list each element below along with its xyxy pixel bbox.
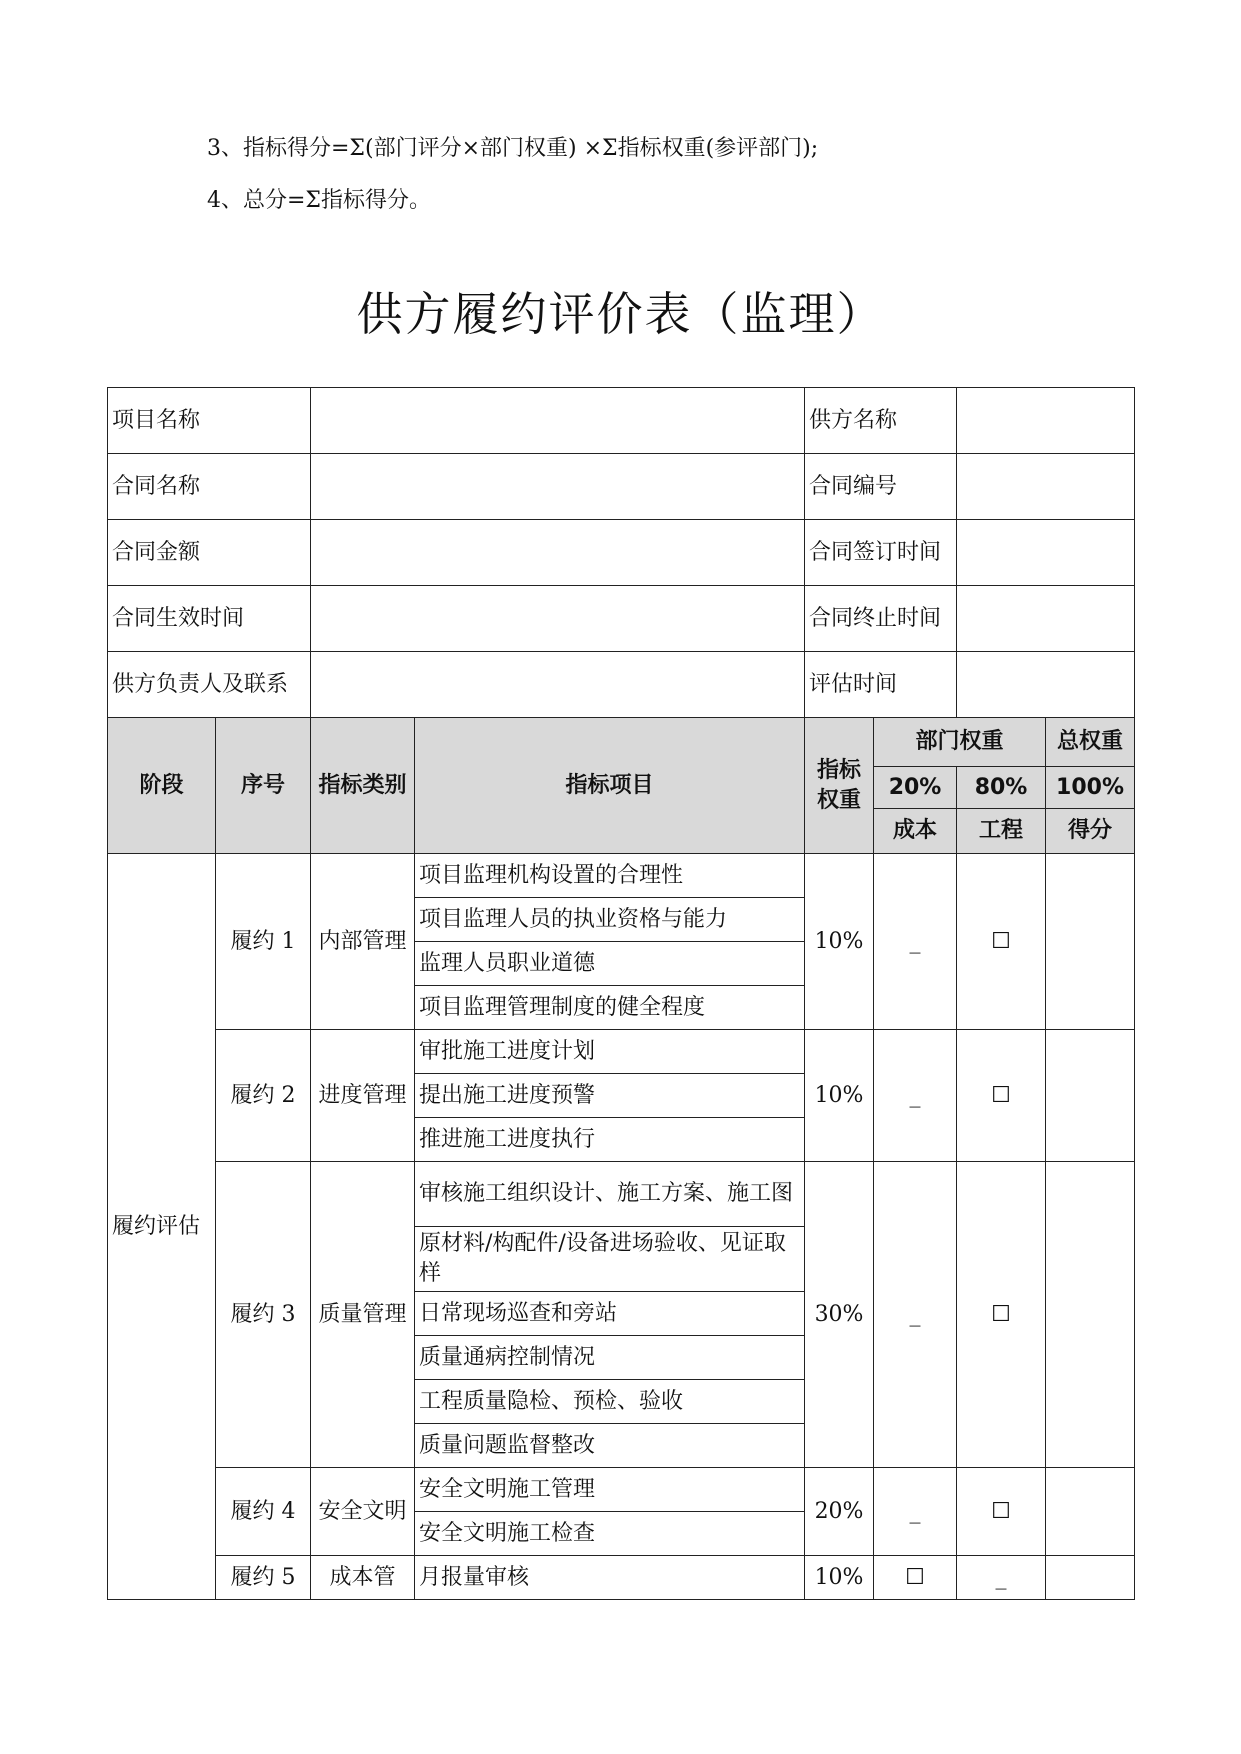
cost-mark: _ — [874, 1030, 957, 1162]
group-weight: 10% — [805, 1556, 874, 1600]
info-value-project-name[interactable] — [311, 388, 805, 454]
header-row-1 — [108, 718, 1135, 767]
eng-checkbox[interactable]: ☐ — [957, 854, 1046, 1030]
score-cell[interactable] — [1046, 854, 1135, 1030]
header-pct-total: 100% — [1046, 767, 1135, 809]
indicator-item: 原材料/构配件/设备进场验收、见证取样 — [415, 1227, 805, 1292]
info-value-effective-date[interactable] — [311, 586, 805, 652]
score-cell[interactable] — [1046, 1468, 1135, 1556]
header-score: 得分 — [1046, 809, 1135, 854]
indicator-item: 质量通病控制情况 — [415, 1336, 805, 1380]
info-value-contract-name[interactable] — [311, 454, 805, 520]
table-row — [108, 1468, 1135, 1512]
group-seq: 履约 2 — [216, 1030, 311, 1162]
info-label-end-date: 合同终止时间 — [805, 586, 957, 652]
stage-label: 履约评估 — [108, 854, 216, 1600]
info-value-supplier-name[interactable] — [957, 388, 1135, 454]
info-row-contact — [108, 652, 1135, 718]
info-value-eval-date[interactable] — [957, 652, 1135, 718]
info-value-supplier-contact[interactable] — [311, 652, 805, 718]
indicator-item: 监理人员职业道德 — [415, 942, 805, 986]
info-row-project — [108, 388, 1135, 454]
info-row-amount — [108, 520, 1135, 586]
cost-mark: _ — [874, 1162, 957, 1468]
header-dept-weight: 部门权重 — [874, 718, 1046, 767]
info-row-dates — [108, 586, 1135, 652]
cost-checkbox[interactable]: ☐ — [874, 1556, 957, 1600]
group-category: 质量管理 — [311, 1162, 415, 1468]
indicator-item: 安全文明施工检查 — [415, 1512, 805, 1556]
group-category: 成本管 — [311, 1556, 415, 1600]
eng-checkbox[interactable]: ☐ — [957, 1162, 1046, 1468]
header-item: 指标项目 — [415, 718, 805, 854]
info-label-effective-date: 合同生效时间 — [108, 586, 311, 652]
indicator-item: 日常现场巡查和旁站 — [415, 1292, 805, 1336]
info-value-contract-amount[interactable] — [311, 520, 805, 586]
header-pct-eng: 80% — [957, 767, 1046, 809]
page-title: 供方履约评价表（监理） — [356, 287, 885, 341]
info-label-contract-name: 合同名称 — [108, 454, 311, 520]
group-weight: 30% — [805, 1162, 874, 1468]
table-row — [108, 854, 1135, 898]
header-cost: 成本 — [874, 809, 957, 854]
header-weight: 指标权重 — [805, 718, 874, 854]
indicator-item: 项目监理人员的执业资格与能力 — [415, 898, 805, 942]
info-value-contract-number[interactable] — [957, 454, 1135, 520]
table-row — [108, 1030, 1135, 1074]
indicator-item: 提出施工进度预警 — [415, 1074, 805, 1118]
info-label-project-name: 项目名称 — [108, 388, 311, 454]
group-seq: 履约 4 — [216, 1468, 311, 1556]
indicator-item: 审核施工组织设计、施工方案、施工图 — [415, 1162, 805, 1227]
info-label-supplier-contact: 供方负责人及联系 — [108, 652, 311, 718]
header-category: 指标类别 — [311, 718, 415, 854]
group-seq: 履约 3 — [216, 1162, 311, 1468]
header-pct-cost: 20% — [874, 767, 957, 809]
formula-note-4: 4、总分=Σ指标得分。 — [207, 188, 431, 213]
indicator-item: 项目监理管理制度的健全程度 — [415, 986, 805, 1030]
indicator-item: 质量问题监督整改 — [415, 1424, 805, 1468]
group-seq: 履约 1 — [216, 854, 311, 1030]
eng-mark: _ — [957, 1556, 1046, 1600]
score-cell[interactable] — [1046, 1556, 1135, 1600]
info-label-supplier-name: 供方名称 — [805, 388, 957, 454]
score-cell[interactable] — [1046, 1030, 1135, 1162]
info-label-sign-date: 合同签订时间 — [805, 520, 957, 586]
info-label-eval-date: 评估时间 — [805, 652, 957, 718]
info-value-end-date[interactable] — [957, 586, 1135, 652]
info-label-contract-amount: 合同金额 — [108, 520, 311, 586]
eng-checkbox[interactable]: ☐ — [957, 1030, 1046, 1162]
group-category: 安全文明 — [311, 1468, 415, 1556]
indicator-item: 项目监理机构设置的合理性 — [415, 854, 805, 898]
eng-checkbox[interactable]: ☐ — [957, 1468, 1046, 1556]
indicator-item: 推进施工进度执行 — [415, 1118, 805, 1162]
header-eng: 工程 — [957, 809, 1046, 854]
cost-mark: _ — [874, 1468, 957, 1556]
header-seq: 序号 — [216, 718, 311, 854]
formula-note-3: 3、指标得分=Σ(部门评分×部门权重) ×Σ指标权重(参评部门); — [207, 136, 819, 161]
group-category: 内部管理 — [311, 854, 415, 1030]
group-weight: 10% — [805, 854, 874, 1030]
header-stage: 阶段 — [108, 718, 216, 854]
info-row-contract — [108, 454, 1135, 520]
header-total-weight: 总权重 — [1046, 718, 1135, 767]
cost-mark: _ — [874, 854, 957, 1030]
evaluation-table — [107, 387, 1135, 1600]
group-weight: 10% — [805, 1030, 874, 1162]
indicator-item: 工程质量隐检、预检、验收 — [415, 1380, 805, 1424]
group-weight: 20% — [805, 1468, 874, 1556]
info-label-contract-number: 合同编号 — [805, 454, 957, 520]
group-category: 进度管理 — [311, 1030, 415, 1162]
table-row — [108, 1556, 1135, 1600]
score-cell[interactable] — [1046, 1162, 1135, 1468]
indicator-item: 安全文明施工管理 — [415, 1468, 805, 1512]
indicator-item: 月报量审核 — [415, 1556, 805, 1600]
table-row — [108, 1162, 1135, 1227]
group-seq: 履约 5 — [216, 1556, 311, 1600]
info-value-sign-date[interactable] — [957, 520, 1135, 586]
indicator-item: 审批施工进度计划 — [415, 1030, 805, 1074]
